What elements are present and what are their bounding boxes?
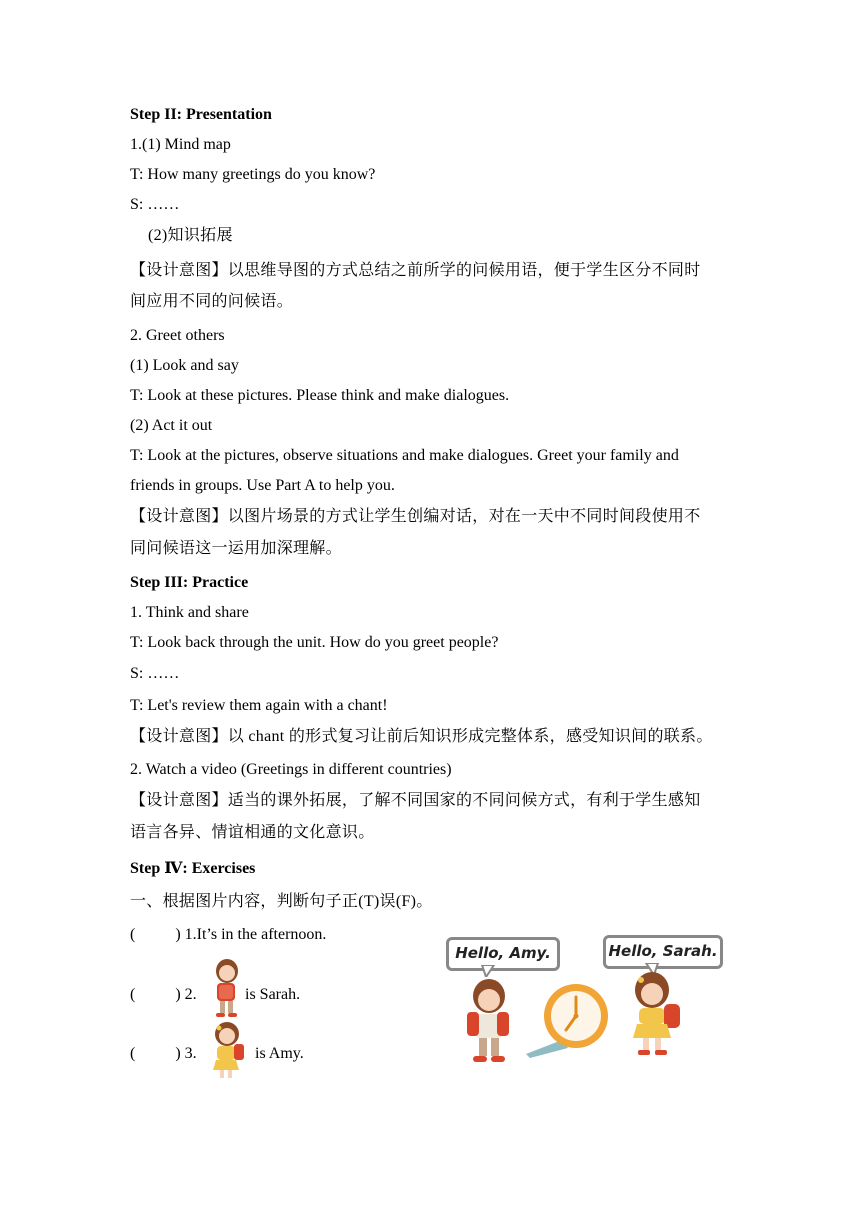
design-intent-line: 【设计意图】以图片场景的方式让学生创编对话，对在一天中不同时间段使用不 — [130, 508, 701, 525]
student-line: S: …… — [130, 665, 180, 682]
greet-others-line: 2. Greet others — [130, 327, 225, 344]
question-3 — [130, 1044, 197, 1064]
design-intent-line: 间应用不同的问候语。 — [130, 293, 294, 310]
girl-walking-right-icon — [624, 970, 686, 1058]
girl-amy-icon — [207, 957, 245, 1021]
teacher-line: T: Let's review them again with a chant! — [130, 697, 388, 714]
teacher-line: T: Look back through the unit. How do you greet people? — [130, 634, 499, 651]
question-2-text: is Sarah. — [245, 986, 301, 1003]
question-1 — [130, 925, 326, 945]
clock-icon — [522, 982, 610, 1058]
exercise-instruction: 一、根据图片内容，判断句子正(T)误(F)。 — [130, 893, 433, 910]
question-2 — [130, 985, 197, 1005]
question-number: 3. — [184, 1045, 197, 1062]
design-intent-line: 语言各异、情谊相通的文化意识。 — [130, 824, 375, 841]
teacher-line: T: How many greetings do you know? — [130, 166, 376, 183]
student-line: S: …… — [130, 196, 180, 213]
teacher-line: friends in groups. Use Part A to help you. — [130, 477, 395, 494]
answer-blank[interactable]: ( ) — [130, 926, 181, 943]
think-share-line: 1. Think and share — [130, 604, 249, 621]
step2-heading: Step II: Presentation — [130, 106, 272, 123]
question-number: 2. — [184, 986, 197, 1003]
design-intent-line: 【设计意图】以 chant 的形式复习让前后知识形成完整体系，感受知识间的联系。 — [130, 728, 713, 745]
step3-heading: Step III: Practice — [130, 574, 249, 591]
answer-blank[interactable]: ( ) — [130, 986, 181, 1003]
design-intent-line: 【设计意图】以思维导图的方式总结之前所学的问候用语，便于学生区分不同时 — [130, 262, 701, 279]
teacher-line: T: Look at the pictures, observe situations and make dialogues. Greet your family and — [130, 447, 679, 464]
act-it-out-line: (2) Act it out — [130, 417, 213, 434]
answer-blank[interactable]: ( ) — [130, 1045, 181, 1062]
girl-walking-left-icon — [461, 976, 517, 1066]
teacher-line: T: Look at these pictures. Please think and make dialogues. — [130, 387, 510, 404]
knowledge-extension: (2)知识拓展 — [148, 227, 233, 244]
design-intent-line: 【设计意图】适当的课外拓展，了解不同国家的不同问候方式，有利于学生感知 — [130, 792, 701, 809]
question-3-text: is Amy. — [255, 1045, 304, 1062]
girl-sarah-icon — [207, 1020, 249, 1082]
speech-bubble-right: Hello, Sarah. — [603, 935, 723, 969]
mind-map-line: 1.(1) Mind map — [130, 136, 231, 153]
question-text: 1.It’s in the afternoon. — [184, 926, 327, 943]
step4-heading: Step Ⅳ: Exercises — [130, 860, 256, 877]
look-and-say-line: (1) Look and say — [130, 357, 239, 374]
speech-bubble-left: Hello, Amy. — [446, 937, 560, 971]
watch-video-line: 2. Watch a video (Greetings in different countries) — [130, 761, 452, 778]
design-intent-line: 同问候语这一运用加深理解。 — [130, 540, 342, 557]
